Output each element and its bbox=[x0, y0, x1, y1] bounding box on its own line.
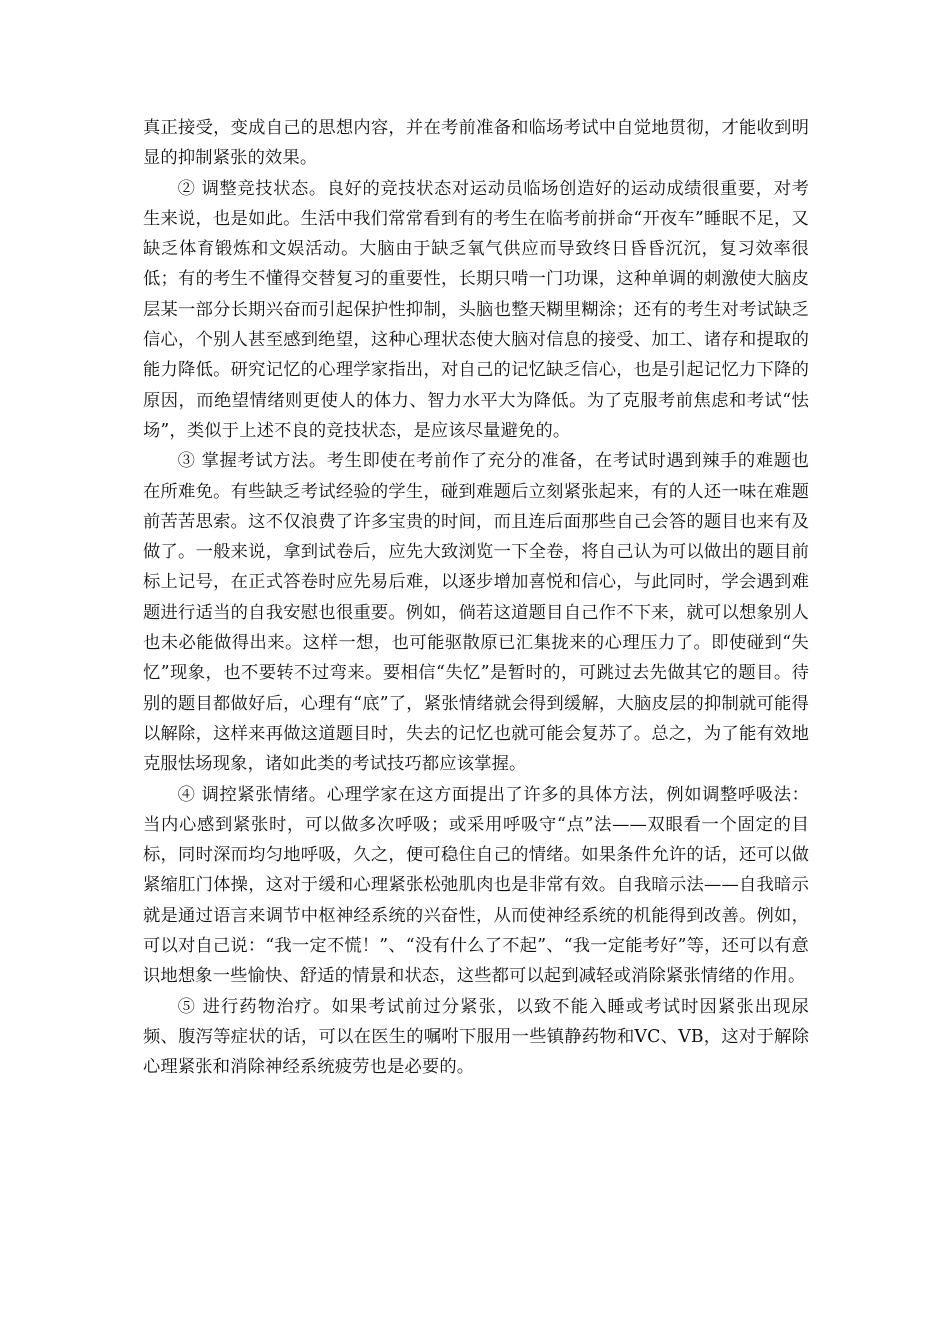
paragraph-text: 进行药物治疗。如果考试前过分紧张，以致不能入睡或考试时因紧张出现尿频、腹泻等症状的话，可以在医生的嘱咐下服用一些镇静药物和VC、VB，这对于解除心理紧张和消除神经系统疲劳也是必要的。 bbox=[143, 996, 809, 1078]
paragraph-continuation bbox=[143, 113, 809, 174]
paragraph-text: 掌握考试方法。考生即使在考前作了充分的准备，在考试时遇到辣手的难题也在所难免。有些缺乏考试经验的学生，碰到难题后立刻紧张起来，有的人还一味在难题前苦苦思索。这不仅浪费了许多宝贵的时间，而且连后面那些自己会答的题目也来有及做了。一般来说，拿到试卷后，应先大致浏览一下全卷，将自己认为可以做出的题目前标上记号，在正式答卷时应先易后难，以逐步增加喜悦和信心，与此同时，学会遇到难题进行适当的自我安慰也很重要。例如，倘若这道题目自己作不下来，就可以想象别人也未必能做得出来。这样一想，也可能驱散原已汇集拢来的心理压力了。即使碰到“失忆”现象，也不要转不过弯来。要相信“失忆”是暂时的，可跳过去先做其它的题目。待别的题目都做好后，心理有“底”了，紧张情绪就会得到缓解，大脑皮层的抑制就可能得以解除，这样来再做这道题目时，失去的记忆也就可能会复苏了。总之，为了能有效地克服怯场现象，诸如此类的考试技巧都应该掌握。 bbox=[143, 451, 810, 775]
paragraph-text: 真正接受，变成自己的思想内容，并在考前准备和临场考试中自觉地贯彻，才能收到明显的抑制紧张的效果。 bbox=[143, 118, 809, 169]
circled-number-4: ④ bbox=[177, 784, 196, 805]
paragraph-control-tension bbox=[143, 780, 809, 992]
paragraph-adjust-competitive-state bbox=[143, 174, 809, 447]
circled-number-2: ② bbox=[177, 178, 196, 199]
paragraph-medication bbox=[143, 992, 809, 1083]
paragraph-text: 调控紧张情绪。心理学家在这方面提出了许多的具体方法，例如调整呼吸法：当内心感到紧张时，可以做多次呼吸；或采用呼吸守“点”法——双眼看一个固定的目标，同时深而均匀地呼吸，久之，便可稳住自己的情绪。如果条件允许的话，还可以做紧缩肛门体操，这对于缓和心理紧张松弛肌肉也是非常有效。自我暗示法——自我暗示就是通过语言来调节中枢神经系统的兴奋性，从而使神经系统的机能得到改善。例如，可以对自己说：“我一定不慌！”、“没有什么了不起”、“我一定能考好”等，还可以有意识地想象一些愉快、舒适的情景和状态，这些都可以起到减轻或消除紧张情绪的作用。 bbox=[143, 784, 810, 987]
circled-number-3: ③ bbox=[177, 451, 196, 472]
paragraph-exam-methods bbox=[143, 446, 809, 779]
circled-number-5: ⑤ bbox=[177, 996, 196, 1017]
paragraph-text: 调整竞技状态。良好的竞技状态对运动员临场创造好的运动成绩很重要，对考生来说，也是如此。生活中我们常常看到有的考生在临考前拼命“开夜车”睡眠不足，又缺乏体育锻炼和文娱活动。大脑由于缺乏氧气供应而导致终日昏昏沉沉，复习效率很低；有的考生不懂得交替复习的重要性，长期只啃一门功课，这种单调的刺激使大脑皮层某一部分长期兴奋而引起保护性抑制，头脑也整天糊里糊涂；还有的考生对考试缺乏信心，个别人甚至感到绝望，这种心理状态使大脑对信息的接受、加工、诸存和提取的能力降低。研究记忆的心理学家指出，对自己的记忆缺乏信心，也是引起记忆力下降的原因，而绝望情绪则更使人的体力、智力水平大为降低。为了克服考前焦虑和考试“怯场”，类似于上述不良的竞技状态，是应该尽量避免的。 bbox=[143, 178, 810, 441]
document-body bbox=[143, 113, 809, 1083]
